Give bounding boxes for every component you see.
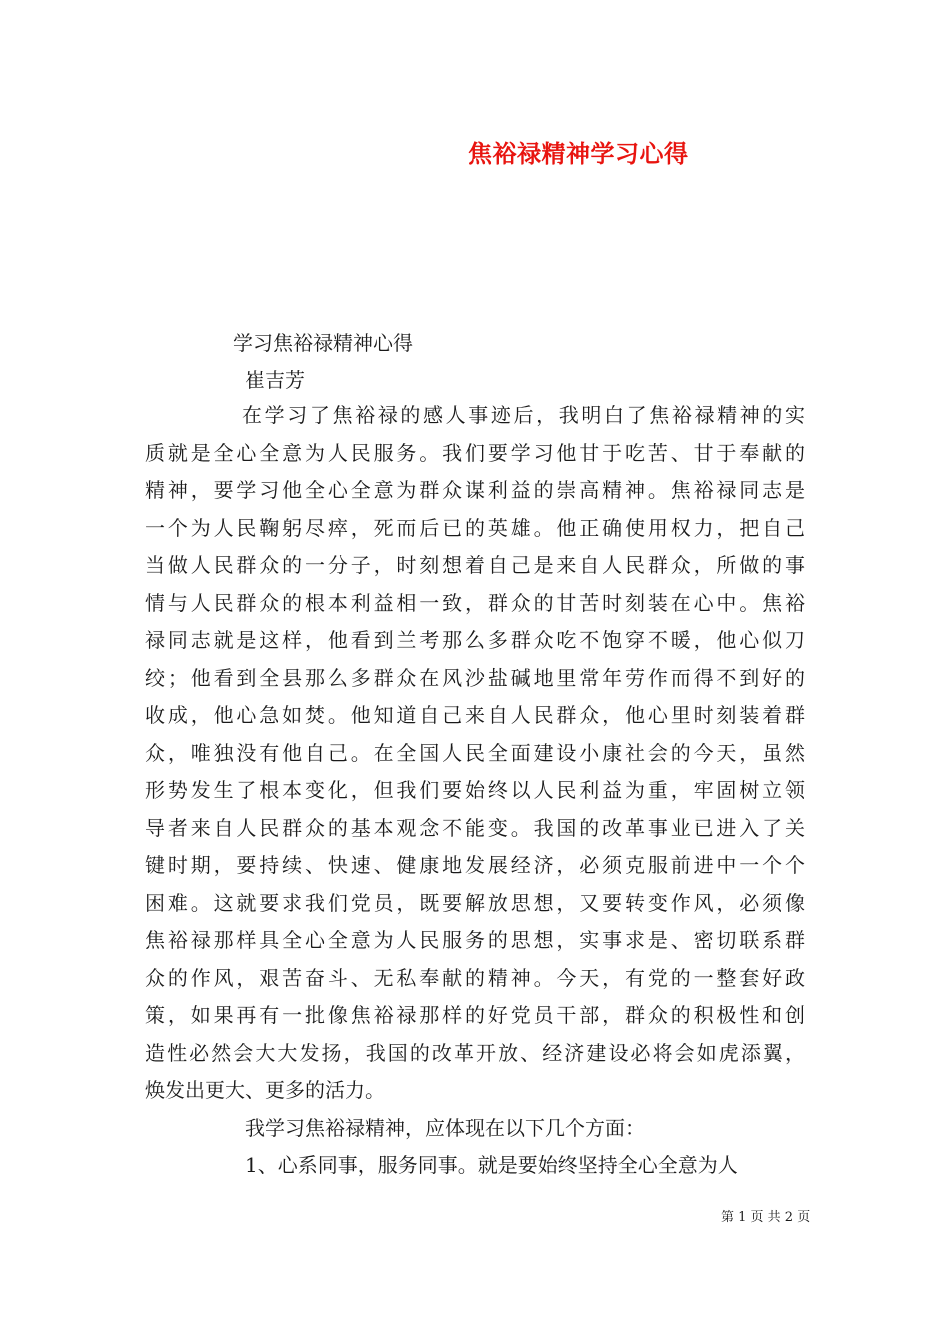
paragraph-line: 焦裕禄那样具全心全意为人民服务的思想，实事求是、密切联系群 bbox=[145, 928, 805, 952]
author-name: 崔吉芳 bbox=[245, 368, 305, 392]
paragraph-line: 当做人民群众的一分子，时刻想着自己是来自人民群众，所做的事 bbox=[145, 553, 805, 577]
paragraph-line: 困难。这就要求我们党员，既要解放思想，又要转变作风，必须像 bbox=[145, 890, 805, 915]
body-text bbox=[145, 397, 805, 1185]
paragraph-line: 精神，要学习他全心全意为群众谋利益的崇高精神。焦裕禄同志是 bbox=[145, 478, 805, 502]
paragraph-line: 收成，他心急如焚。他知道自己来自人民群众，他心里时刻装着群 bbox=[145, 703, 805, 727]
paragraph-line: 键时期，要持续、快速、健康地发展经济，必须克服前进中一个个 bbox=[145, 853, 805, 877]
paragraph-line: 1、心系同事，服务同事。就是要始终坚持全心全意为人 bbox=[245, 1153, 738, 1177]
paragraph-line: 一个为人民鞠躬尽瘁，死而后已的英雄。他正确使用权力，把自己 bbox=[145, 515, 805, 540]
paragraph-line: 情与人民群众的根本利益相一致，群众的甘苦时刻装在心中。焦裕 bbox=[145, 590, 805, 615]
paragraph-line: 禄同志就是这样，他看到兰考那么多群众吃不饱穿不暖，他心似刀 bbox=[145, 628, 805, 652]
paragraph-line: 众，唯独没有他自己。在全国人民全面建设小康社会的今天，虽然 bbox=[145, 740, 805, 765]
paragraph-line: 我学习焦裕禄精神，应体现在以下几个方面： bbox=[245, 1115, 645, 1140]
paragraph-line: 形势发生了根本变化，但我们要始终以人民利益为重，牢固树立领 bbox=[145, 778, 805, 802]
paragraph-line: 造性必然会大大发扬，我国的改革开放、经济建设必将会如虎添翼， bbox=[145, 1040, 805, 1065]
paragraph-line: 焕发出更大、更多的活力。 bbox=[145, 1078, 385, 1102]
paragraph-line: 在学习了焦裕禄的感人事迹后，我明白了焦裕禄精神的实 bbox=[242, 403, 805, 427]
page-title: 焦裕禄精神学习心得 bbox=[468, 139, 689, 168]
document-heading: 学习焦裕禄精神心得 bbox=[233, 331, 413, 355]
paragraph-line: 策，如果再有一批像焦裕禄那样的好党员干部，群众的积极性和创 bbox=[145, 1003, 805, 1027]
paragraph-line: 绞；他看到全县那么多群众在风沙盐碱地里常年劳作而得不到好的 bbox=[145, 665, 805, 690]
paragraph-line: 导者来自人民群众的基本观念不能变。我国的改革事业已进入了关 bbox=[145, 815, 805, 840]
paragraph-line: 质就是全心全意为人民服务。我们要学习他甘于吃苦、甘于奉献的 bbox=[145, 440, 805, 465]
page-number: 第 1 页 共 2 页 bbox=[721, 1210, 811, 1225]
paragraph-line: 众的作风，艰苦奋斗、无私奉献的精神。今天，有党的一整套好政 bbox=[145, 965, 805, 990]
